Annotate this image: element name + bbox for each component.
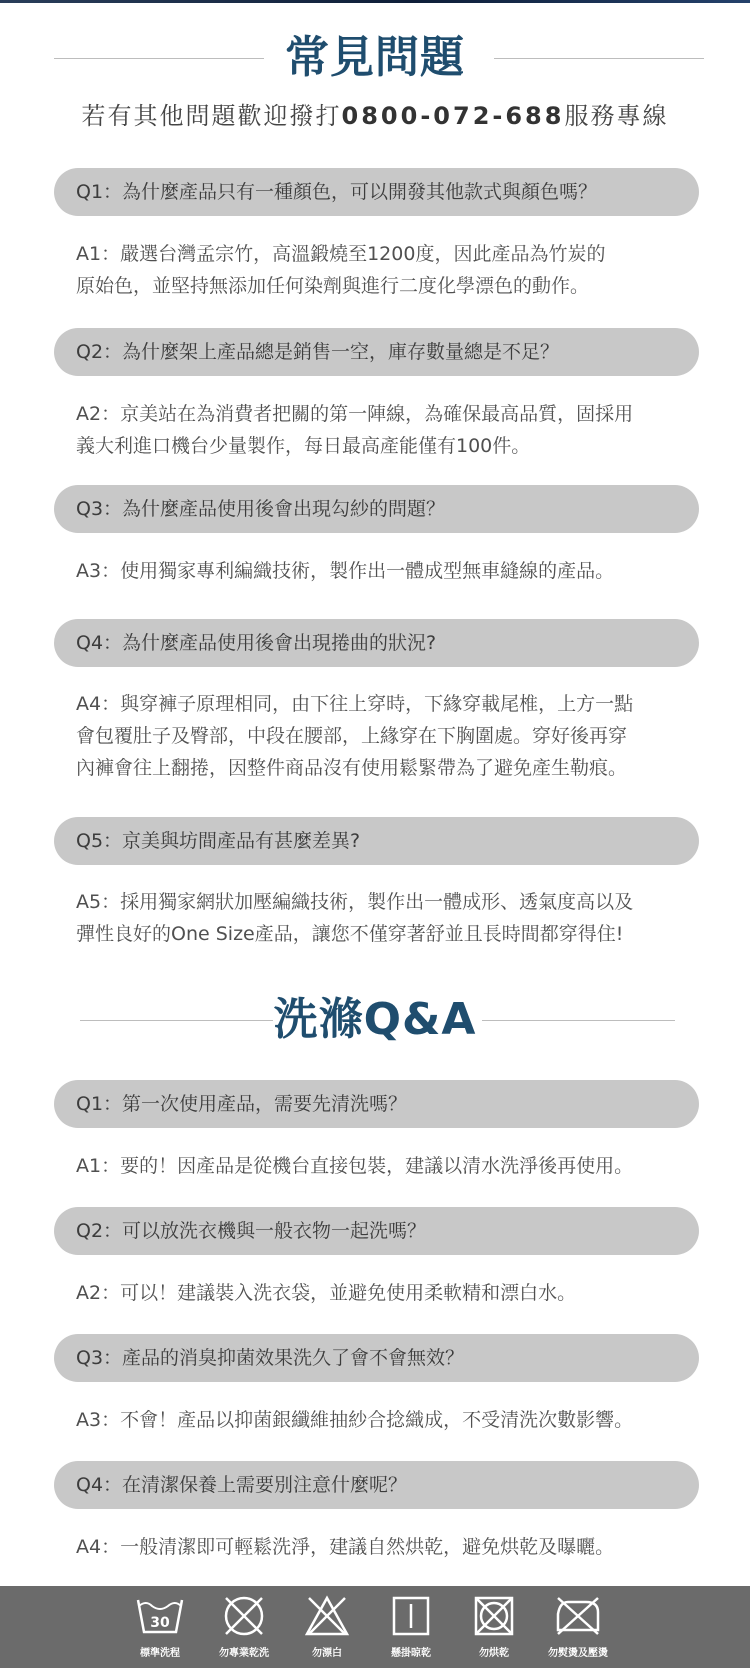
no-bleach-icon (301, 1594, 353, 1638)
wash-question-2: Q2：可以放洗衣機與一般衣物一起洗嗎？ (54, 1207, 699, 1255)
faq-section-header (0, 28, 750, 88)
faq-subtitle (0, 96, 750, 131)
faq-answer-4: A4：與穿褲子原理相同，由下往上穿時，下緣穿載尾椎，上方一點 會包覆肚子及臀部，中段在腰部，上緣穿在下胸圍處。穿好後再穿 內褲會往上翻捲，因整件商品沒有使用鬆緊帶為了避免產生勒痕。 (76, 693, 634, 779)
wash-question-1: Q1：第一次使用產品，需要先清洗嗎？ (54, 1080, 699, 1128)
faq-question-1: Q1：為什麼產品只有一種顏色，可以開發其他款式與顏色嗎？ (54, 168, 699, 216)
faq-question-2: Q2：為什麼架上產品總是銷售一空，庫存數量總是不足？ (54, 328, 699, 376)
faq-question-3: Q3：為什麼產品使用後會出現勾紗的問題？ (54, 485, 699, 533)
service-phone: 0800-072-688 (341, 102, 565, 130)
wash-tub-icon (134, 1594, 186, 1638)
subtitle-suffix: 服務專線 (564, 102, 669, 130)
faq-answer-2: A2：京美站在為消費者把關的第一陣線，為確保最高品質，固採用 義大利進口機台少量製作，每日最高產能僅有100件。 (76, 403, 634, 457)
hang-dry-icon (385, 1594, 437, 1638)
wash-title: 洗滌Q&A (273, 994, 477, 1045)
no-tumble-dry-icon (468, 1594, 520, 1638)
wash-answer-3: A3：不會！產品以抑菌銀纖維抽紗合捻織成，不受清洗次數影響。 (76, 1409, 634, 1431)
wash-question-4: Q4：在清潔保養上需要別注意什麼呢？ (54, 1461, 699, 1509)
wash-answer-1: A1：要的！因產品是從機台直接包裝，建議以清水洗淨後再使用。 (76, 1155, 634, 1177)
faq-question-5: Q5：京美與坊間產品有甚麼差異? (54, 817, 699, 865)
faq-answer-3: A3：使用獨家專利編織技術，製作出一體成型無車縫線的產品。 (76, 560, 615, 582)
subtitle-prefix: 若有其他問題歡迎撥打 (81, 102, 342, 130)
no-dry-clean-icon (218, 1594, 270, 1638)
faq-answer-5: A5：採用獨家網狀加壓編織技術，製作出一體成形、透氣度高以及 彈性良好的One Size產品，讓您不僅穿著舒並且長時間都穿得住! (76, 891, 634, 945)
top-accent-bar (0, 0, 750, 3)
wash-answer-4: A4：一般清潔即可輕鬆洗淨，建議自然烘乾，避免烘乾及曝曬。 (76, 1536, 615, 1558)
wash-question-3: Q3：產品的消臭抑菌效果洗久了會不會無效？ (54, 1334, 699, 1382)
wash-section-header (0, 990, 750, 1050)
wash-answer-2: A2：可以！建議裝入洗衣袋，並避免使用柔軟精和漂白水。 (76, 1282, 577, 1304)
care-standard-wash: 30 標準洗程 (120, 1594, 200, 1662)
no-iron-icon (552, 1594, 604, 1638)
care-symbols-bar (0, 1586, 750, 1668)
faq-answer-1: A1：嚴選台灣孟宗竹，高溫鍛燒至1200度，因此產品為竹炭的 原始色，並堅持無添加任何染劑與進行二度化學漂色的動作。 (76, 243, 606, 297)
wash-temp: 30 (150, 1615, 170, 1631)
faq-question-4: Q4：為什麼產品使用後會出現捲曲的狀況? (54, 619, 699, 667)
care-no-bleach: 勿漂白 (287, 1594, 367, 1662)
faq-title: 常見問題 (285, 32, 465, 83)
care-no-iron: 勿熨燙及壓燙 (538, 1594, 618, 1662)
care-hang-dry: 懸掛晾乾 (371, 1594, 451, 1662)
care-no-dry-clean: 勿專業乾洗 (204, 1594, 284, 1662)
care-no-tumble-dry: 勿烘乾 (454, 1594, 534, 1662)
